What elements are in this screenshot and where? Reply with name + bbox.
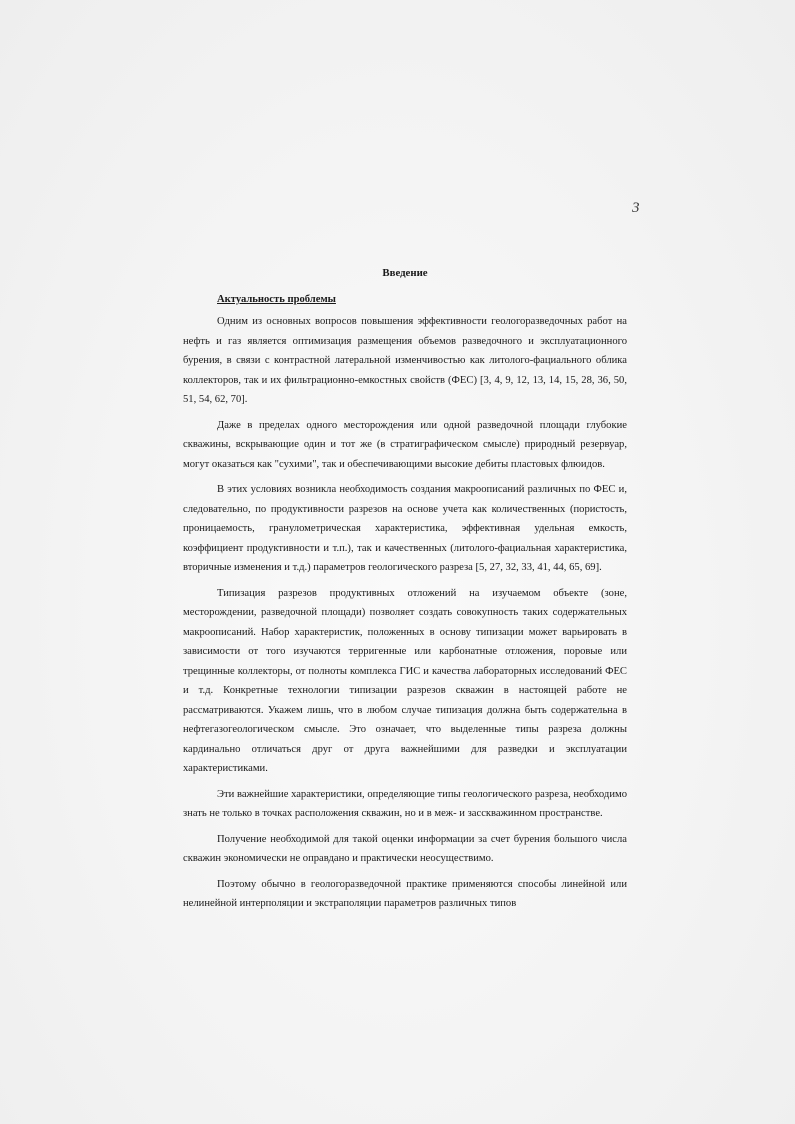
document-body bbox=[183, 264, 627, 914]
paragraph: Эти важнейшие характеристики, определяющие типы геологического разреза, необходимо знать не только в точках расположения скважин, но и в меж- и засскважинном пространстве. bbox=[183, 788, 627, 819]
paragraph: Даже в пределах одного месторождения или одной разведочной площади глубокие скважины, вскрывающие один и тот же (в стратиграфическом смысле) природный резервуар, могут оказаться как "сухими", так и обеспечивающими высокие дебиты пластовых флюидов. bbox=[183, 419, 627, 470]
paragraph: Получение необходимой для такой оценки информации за счет бурения большого числа скважин экономически не оправдано и практически неосуществимо. bbox=[183, 833, 627, 864]
section-title: Введение bbox=[382, 267, 428, 279]
paragraph: В этих условиях возникла необходимость создания макроописаний различных по ФЕС и, следовательно, по продуктивности разрезов на основе учета как количественных (пористость, проницаемость, гранулометрическая характеристика, эффективная удельная емкость, коэффициент продуктивности и т.п.), так и качественных (литолого-фациальная характеристика, вторичные изменения и т.д.) параметров геологического разреза [5, 27, 32, 33, 41, 44, 65, 69]. bbox=[183, 484, 627, 573]
paragraph: Типизация разрезов продуктивных отложений на изучаемом объекте (зоне, месторождении, разведочной площади) позволяет создать совокупность таких содержательных макроописаний. Набор характеристик, положенных в основу типизации может варьировать в зависимости от того изучаются терригенные или карбонатные отложения, поровые или трещинные коллекторы, от полноты комплекса ГИС и качества лабораторных исследований ФЕС и т.д. Конкретные технологии типизации разрезов скважин в настоящей работе не рассматриваются. Укажем лишь, что в любом случае типизация должна быть содержательна в нефтегазогеологическом смысле. Это означает, что выделенные типы разреза должны кардинально отличаться друг от друга важнейшими для разведки и эксплуатации характеристиками. bbox=[183, 587, 627, 774]
page-number: 3 bbox=[632, 200, 640, 216]
section-subtitle: Актуальность проблемы bbox=[217, 293, 336, 305]
paragraph: Поэтому обычно в геологоразведочной практике применяются способы линейной или нелинейной интерполяции и экстраполяции параметров различных типов bbox=[183, 878, 627, 909]
paragraph: Одним из основных вопросов повышения эффективности геологоразведочных работ на нефть и газ является оптимизация размещения объемов разведочного и эксплуатационного бурения, в связи с контрастной латеральной изменчивостью как литолого-фациального облика коллекторов, так и их фильтрационно-емкостных свойств (ФЕС) [3, 4, 9, 12, 13, 14, 15, 28, 36, 50, 51, 54, 62, 70]. bbox=[183, 316, 627, 405]
